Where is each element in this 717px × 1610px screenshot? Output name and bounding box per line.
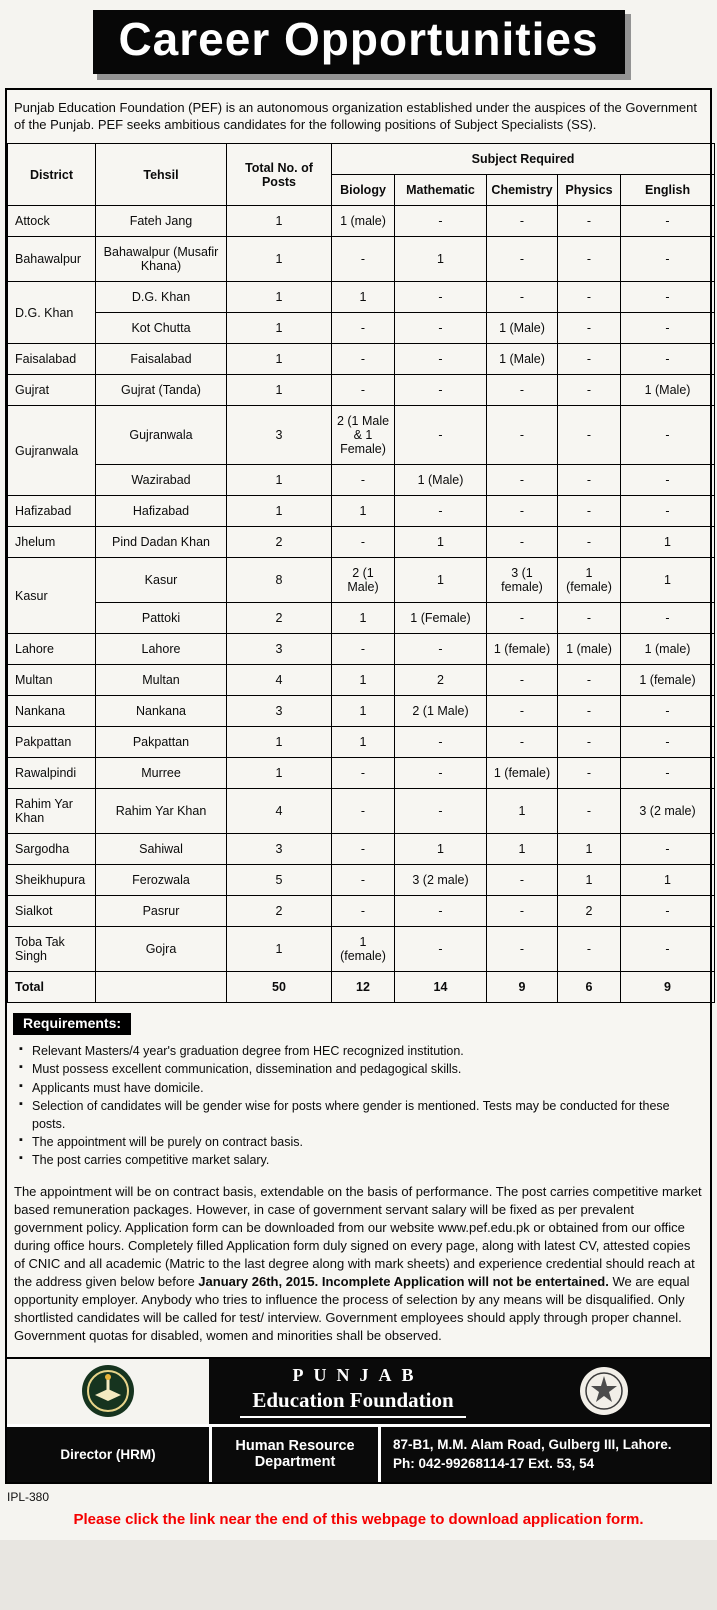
mathematic-cell: 2 (395, 665, 487, 696)
table-row (8, 282, 715, 313)
org-name-block (209, 1359, 497, 1424)
total-posts-cell: 1 (227, 727, 332, 758)
mathematic-cell: 1 (Female) (395, 603, 487, 634)
mathematic-cell: 1 (395, 834, 487, 865)
department-label: Human Resource Department (209, 1427, 381, 1482)
govt-logo-cell (497, 1359, 710, 1424)
tehsil-cell: Wazirabad (96, 465, 227, 496)
chemistry-cell: - (487, 865, 558, 896)
english-cell: 1 (621, 865, 715, 896)
biology-cell: 2 (1 Male & 1 Female) (332, 406, 395, 465)
chemistry-cell: - (487, 406, 558, 465)
english-cell: 1 (621, 558, 715, 603)
district-cell: Nankana (8, 696, 96, 727)
table-row (8, 696, 715, 727)
requirement-item: ▪ Applicants must have domicile. (17, 1079, 700, 1097)
mathematic-cell: - (395, 406, 487, 465)
english-cell: 1 (Male) (621, 375, 715, 406)
total-label-cell: Total (8, 972, 96, 1003)
mathematic-cell: - (395, 375, 487, 406)
mathematic-cell: - (395, 896, 487, 927)
district-cell: Rahim Yar Khan (8, 789, 96, 834)
tehsil-cell: Rahim Yar Khan (96, 789, 227, 834)
mathematic-cell: - (395, 758, 487, 789)
english-cell: - (621, 603, 715, 634)
biology-cell: - (332, 634, 395, 665)
physics-cell: - (558, 375, 621, 406)
intro-text: Punjab Education Foundation (PEF) is an autonomous organization established under the auspices of the Government of the Punjab. PEF seeks ambitious candidates for the following positions of Subject Specialists (SS). (14, 100, 697, 133)
english-cell: - (621, 727, 715, 758)
chemistry-cell: 1 (female) (487, 758, 558, 789)
physics-cell: - (558, 206, 621, 237)
table-header-row (8, 144, 715, 175)
col-header-total-posts: Total No. of Posts (227, 144, 332, 206)
address-line: 87-B1, M.M. Alam Road, Gulberg III, Lahore. (393, 1436, 672, 1452)
mathematic-cell: - (395, 927, 487, 972)
english-cell: - (621, 927, 715, 972)
chemistry-cell: 1 (487, 789, 558, 834)
tehsil-cell: Multan (96, 665, 227, 696)
biology-cell: 1 (332, 696, 395, 727)
footer-logo-strip (7, 1357, 710, 1424)
total-posts-cell: 8 (227, 558, 332, 603)
total-biology-cell: 12 (332, 972, 395, 1003)
tehsil-cell: Hafizabad (96, 496, 227, 527)
mathematic-cell: 1 (395, 558, 487, 603)
tehsil-cell: Murree (96, 758, 227, 789)
district-cell: D.G. Khan (8, 282, 96, 344)
total-posts-cell: 1 (227, 927, 332, 972)
physics-cell: - (558, 313, 621, 344)
district-cell: Multan (8, 665, 96, 696)
website-url: www.pef.edu.pk (437, 1220, 530, 1236)
mathematic-cell: - (395, 344, 487, 375)
physics-cell: 1 (male) (558, 634, 621, 665)
biology-cell: 1 (332, 603, 395, 634)
table-row (8, 665, 715, 696)
mathematic-cell: 1 (395, 237, 487, 282)
total-posts-cell: 3 (227, 834, 332, 865)
english-cell: - (621, 834, 715, 865)
org-name: PUNJAB (292, 1364, 424, 1385)
mathematic-cell: - (395, 206, 487, 237)
ad-content (5, 88, 712, 1484)
physics-cell: - (558, 758, 621, 789)
terms-segment-3: We are equal opportunity employer. Anybody who tries to influence the process of selection by any means will be disqualified. Only shortlisted candidates will be called for test/ interview. Government employees should apply through proper channel. Government quotas for disabled, women and minorities shall be observed. (14, 1273, 690, 1343)
col-header-biology: Biology (332, 175, 395, 206)
physics-cell: - (558, 406, 621, 465)
biology-cell: - (332, 237, 395, 282)
biology-cell: 1 (male) (332, 206, 395, 237)
requirements-list (13, 1042, 704, 1169)
col-header-subject-required: Subject Required (332, 144, 715, 175)
chemistry-cell: - (487, 727, 558, 758)
mathematic-cell: - (395, 313, 487, 344)
district-cell: Hafizabad (8, 496, 96, 527)
table-row (8, 313, 715, 344)
terms-text (7, 1169, 710, 1356)
tehsil-cell: Sahiwal (96, 834, 227, 865)
total-posts-cell: 1 (227, 282, 332, 313)
col-header-english: English (621, 175, 715, 206)
tehsil-cell: Gujranwala (96, 406, 227, 465)
org-subtitle: Education Foundation (240, 1388, 465, 1418)
mathematic-cell: 2 (1 Male) (395, 696, 487, 727)
physics-cell: - (558, 603, 621, 634)
total-posts-cell: 2 (227, 603, 332, 634)
total-posts-cell: 1 (227, 496, 332, 527)
col-header-tehsil: Tehsil (96, 144, 227, 206)
english-cell: 3 (2 male) (621, 789, 715, 834)
english-cell: - (621, 896, 715, 927)
phone-line: Ph: 042-99268114-17 Ext. 53, 54 (393, 1456, 595, 1472)
physics-cell: 1 (female) (558, 558, 621, 603)
tehsil-cell: Bahawalpur (Musafir Khana) (96, 237, 227, 282)
physics-cell: - (558, 665, 621, 696)
bottom-row (5, 1484, 712, 1506)
table-row (8, 834, 715, 865)
chemistry-cell: - (487, 927, 558, 972)
biology-cell: - (332, 865, 395, 896)
pef-logo-icon (81, 1364, 135, 1418)
chemistry-cell: 1 (487, 834, 558, 865)
chemistry-cell: 3 (1 female) (487, 558, 558, 603)
total-english-cell: 9 (621, 972, 715, 1003)
table-total-row (8, 972, 715, 1003)
table-row (8, 527, 715, 558)
title-banner (93, 10, 625, 74)
physics-cell: - (558, 696, 621, 727)
mathematic-cell: 1 (Male) (395, 465, 487, 496)
physics-cell: - (558, 727, 621, 758)
physics-cell: - (558, 465, 621, 496)
chemistry-cell: 1 (Male) (487, 344, 558, 375)
english-cell: 1 (female) (621, 665, 715, 696)
director-label: Director (HRM) (60, 1446, 156, 1462)
total-posts-cell: 4 (227, 789, 332, 834)
english-cell: 1 (male) (621, 634, 715, 665)
district-cell: Toba Tak Singh (8, 927, 96, 972)
table-row (8, 865, 715, 896)
biology-cell: 1 (332, 282, 395, 313)
physics-cell: - (558, 789, 621, 834)
tehsil-cell: Pasrur (96, 896, 227, 927)
total-chemistry-cell: 9 (487, 972, 558, 1003)
col-header-mathematic: Mathematic (395, 175, 487, 206)
tehsil-cell: Pattoki (96, 603, 227, 634)
tehsil-cell: Lahore (96, 634, 227, 665)
tehsil-cell: Kasur (96, 558, 227, 603)
english-cell: - (621, 206, 715, 237)
table-row (8, 406, 715, 465)
english-cell: - (621, 406, 715, 465)
total-physics-cell: 6 (558, 972, 621, 1003)
requirement-item: ▪ Selection of candidates will be gender wise for posts where gender is mentioned. Tests may be conducted for these posts. (17, 1097, 700, 1133)
requirements-label: Requirements: (13, 1013, 131, 1035)
total-posts-cell: 1 (227, 758, 332, 789)
biology-cell: 2 (1 Male) (332, 558, 395, 603)
total-posts-cell: 1 (227, 465, 332, 496)
mathematic-cell: - (395, 282, 487, 313)
chemistry-cell: - (487, 282, 558, 313)
district-cell: Sialkot (8, 896, 96, 927)
reference-code: IPL-380 (7, 1489, 50, 1504)
tehsil-cell: Faisalabad (96, 344, 227, 375)
tehsil-cell: Gujrat (Tanda) (96, 375, 227, 406)
vacancies-table-body (8, 206, 715, 972)
english-cell: - (621, 465, 715, 496)
mathematic-cell: 3 (2 male) (395, 865, 487, 896)
biology-cell: 1 (332, 496, 395, 527)
mathematic-cell: - (395, 789, 487, 834)
requirements-section (7, 1003, 710, 1169)
mathematic-cell: - (395, 727, 487, 758)
physics-cell: - (558, 527, 621, 558)
tehsil-cell: Nankana (96, 696, 227, 727)
requirement-item: ▪ The appointment will be purely on contract basis. (17, 1133, 700, 1151)
biology-cell: - (332, 313, 395, 344)
district-cell: Gujrat (8, 375, 96, 406)
english-cell: - (621, 496, 715, 527)
total-posts-cell: 1 (227, 313, 332, 344)
district-cell: Rawalpindi (8, 758, 96, 789)
table-row (8, 758, 715, 789)
english-cell: - (621, 313, 715, 344)
chemistry-cell: - (487, 665, 558, 696)
district-cell: Lahore (8, 634, 96, 665)
table-row (8, 465, 715, 496)
table-row (8, 496, 715, 527)
total-posts-cell: 2 (227, 527, 332, 558)
chemistry-cell: 1 (female) (487, 634, 558, 665)
physics-cell: - (558, 496, 621, 527)
biology-cell: - (332, 375, 395, 406)
tehsil-cell: Ferozwala (96, 865, 227, 896)
physics-cell: - (558, 237, 621, 282)
biology-cell: - (332, 344, 395, 375)
physics-cell: - (558, 927, 621, 972)
physics-cell: 2 (558, 896, 621, 927)
district-cell: Jhelum (8, 527, 96, 558)
district-cell: Sargodha (8, 834, 96, 865)
table-row (8, 344, 715, 375)
district-cell: Bahawalpur (8, 237, 96, 282)
district-cell: Pakpattan (8, 727, 96, 758)
biology-cell: - (332, 758, 395, 789)
district-cell: Attock (8, 206, 96, 237)
english-cell: - (621, 758, 715, 789)
district-cell: Faisalabad (8, 344, 96, 375)
tehsil-cell: D.G. Khan (96, 282, 227, 313)
address-block (381, 1427, 710, 1482)
biology-cell: 1 (332, 727, 395, 758)
biology-cell: - (332, 789, 395, 834)
chemistry-cell: - (487, 496, 558, 527)
col-header-district: District (8, 144, 96, 206)
table-row (8, 237, 715, 282)
english-cell: - (621, 282, 715, 313)
contact-bar (7, 1424, 710, 1482)
table-row (8, 206, 715, 237)
english-cell: - (621, 696, 715, 727)
physics-cell: - (558, 344, 621, 375)
physics-cell: 1 (558, 834, 621, 865)
total-empty-cell (96, 972, 227, 1003)
total-posts-cell: 5 (227, 865, 332, 896)
english-cell: - (621, 237, 715, 282)
total-posts-cell: 1 (227, 206, 332, 237)
download-instruction: Please click the link near the end of this webpage to download application form. (73, 1510, 644, 1528)
table-row (8, 927, 715, 972)
total-posts-cell: 1 (227, 344, 332, 375)
total-posts-cell: 4 (227, 665, 332, 696)
table-row (8, 727, 715, 758)
requirement-item: ▪ Must possess excellent communication, dissemination and pedagogical skills. (17, 1060, 700, 1078)
mathematic-cell: 1 (395, 527, 487, 558)
chemistry-cell: - (487, 375, 558, 406)
total-posts-cell: 1 (227, 237, 332, 282)
page-title: Career Opportunities (118, 13, 599, 65)
terms-segment-1: The appointment will be on contract basis, extendable on the basis of performance. The post carries competitive market based remuneration packages. However, in case of government servant salary will be fixed as per prevalent government policy. Application form can be downloaded from our website (14, 1184, 702, 1236)
total-posts-cell: 2 (227, 896, 332, 927)
english-cell: - (621, 344, 715, 375)
table-row (8, 375, 715, 406)
table-row (8, 558, 715, 603)
punjab-government-logo-icon (579, 1366, 629, 1416)
table-row (8, 896, 715, 927)
tehsil-cell: Gojra (96, 927, 227, 972)
mathematic-cell: - (395, 496, 487, 527)
tehsil-cell: Kot Chutta (96, 313, 227, 344)
total-posts-sum-cell: 50 (227, 972, 332, 1003)
deadline-text: January 26th, 2015. Incomplete Application will not be entertained. (198, 1273, 609, 1289)
district-cell: Kasur (8, 558, 96, 634)
mathematic-cell: - (395, 634, 487, 665)
chemistry-cell: - (487, 896, 558, 927)
terms-segment-2: or obtained from our office during office hours. Completely filled Application form duly signed on every page, along with latest CV, attested copies of CNIC and all academic (Matric to the last degree along with mark sheets) and experience credential should reach at the address given below before (14, 1220, 695, 1289)
total-mathematic-cell: 14 (395, 972, 487, 1003)
chemistry-cell: - (487, 603, 558, 634)
total-posts-cell: 1 (227, 375, 332, 406)
biology-cell: - (332, 465, 395, 496)
table-row (8, 789, 715, 834)
pef-logo-cell (7, 1359, 209, 1424)
physics-cell: 1 (558, 865, 621, 896)
col-header-physics: Physics (558, 175, 621, 206)
requirement-item: ▪ Relevant Masters/4 year's graduation degree from HEC recognized institution. (17, 1042, 700, 1060)
col-header-chemistry: Chemistry (487, 175, 558, 206)
biology-cell: - (332, 834, 395, 865)
total-posts-cell: 3 (227, 634, 332, 665)
biology-cell: 1 (female) (332, 927, 395, 972)
chemistry-cell: - (487, 527, 558, 558)
table-row (8, 634, 715, 665)
tehsil-cell: Fateh Jang (96, 206, 227, 237)
requirement-item: ▪ The post carries competitive market salary. (17, 1151, 700, 1169)
chemistry-cell: - (487, 696, 558, 727)
district-cell: Gujranwala (8, 406, 96, 496)
tehsil-cell: Pakpattan (96, 727, 227, 758)
tehsil-cell: Pind Dadan Khan (96, 527, 227, 558)
total-posts-cell: 3 (227, 406, 332, 465)
biology-cell: 1 (332, 665, 395, 696)
vacancies-table (7, 143, 715, 1003)
chemistry-cell: - (487, 237, 558, 282)
chemistry-cell: - (487, 206, 558, 237)
english-cell: 1 (621, 527, 715, 558)
chemistry-cell: 1 (Male) (487, 313, 558, 344)
district-cell: Sheikhupura (8, 865, 96, 896)
physics-cell: - (558, 282, 621, 313)
total-posts-cell: 3 (227, 696, 332, 727)
biology-cell: - (332, 527, 395, 558)
biology-cell: - (332, 896, 395, 927)
chemistry-cell: - (487, 465, 558, 496)
table-row (8, 603, 715, 634)
